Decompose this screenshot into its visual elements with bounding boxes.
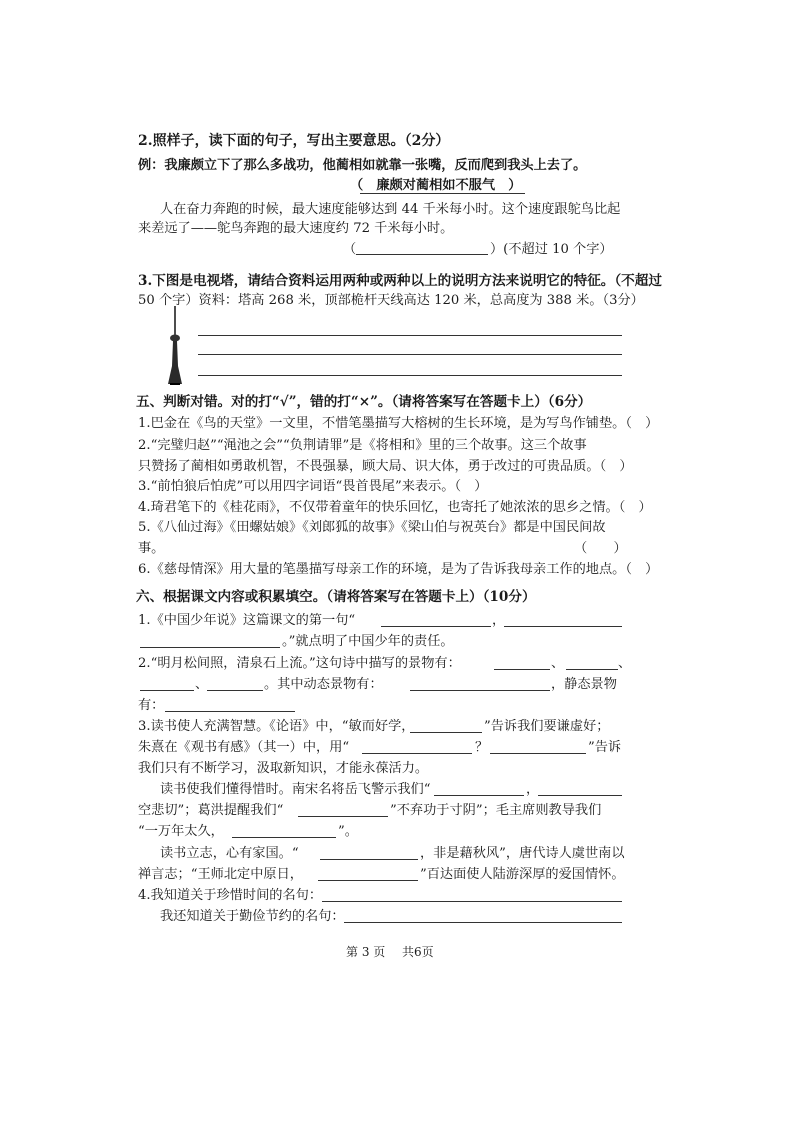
s6-q2-text-a: 2.“明月松间照，清泉石上流。”这句诗中描写的景物有： [138,656,461,671]
s6-q4-blank-1[interactable] [322,901,622,902]
s6-q3-sep: ， [526,782,540,797]
page-number: 第 3 页 [346,945,386,959]
s6-q2-blank-1[interactable] [494,669,550,670]
s6-q2-mid: 。其中动态景物有： [264,677,383,692]
s6-q2-end: ，静态景物 [551,677,617,692]
s6-q4-blank-2[interactable] [344,922,622,923]
s6-q3-text-f: 读书使我们懂得惜时。南宋名将岳飞警示我们“ [160,782,431,797]
s6-q3-text-g: 空悲切”；葛洪提醒我们“ [138,803,284,818]
s6-q3-text-i2: ，非是藉秋风”，唐代诗人虞世南以 [420,846,625,861]
s5-item-5: 5.《八仙过海》《田螺姑娘》《刘郎狐的故事》《梁山伯与祝英台》都是中国民间故 [138,520,606,535]
example-answer-underline [360,193,525,194]
s6-title: 六、根据课文内容或积累填空。（请将答案写在答题卡上）（10分） [136,589,536,605]
s6-q3-blank-6[interactable] [298,816,388,817]
s6-q4-text-b: 我还知道关于勤俭节约的名句： [160,909,345,924]
s6-q3-blank-9[interactable] [318,880,418,881]
s6-q3-text-h: “一万年太久， [138,824,224,839]
s6-q1-text-a: 1.《中国少年说》这篇课文的第一句“ [138,613,356,628]
s6-q2-sep-2: 、 [618,656,632,671]
s5-title: 五、判断对错。对的打“√”，错的打“×”。（请将答案写在答题卡上）（6分） [136,394,592,410]
s5-item-2-cont: 只赞扬了蔺相如勇敢机智，不畏强暴，顾大局、识大体，勇于改过的可贵品质。（ ） [138,459,633,474]
s6-q3-text-c: 朱熹在《观书有感》（其一）中，用“ [138,740,350,755]
q2-paragraph-line2: 来差远了——鸵鸟奔跑的最大速度约 72 千米每小时。 [138,221,454,236]
s5-item-5-paren: （ ） [574,541,627,556]
q2-limit-close: ）(不超过 10 个字） [490,242,613,257]
s6-q1-blank-3[interactable] [140,647,280,648]
s5-item-1: 1.巴金在《鸟的天堂》一文里，不惜笔墨描写大榕树的生长环境，是为写鸟作铺垫。（ ） [138,416,659,431]
s6-q3-text-a: 3.读书使人充满智慧。《论语》中，“敏而好学， [138,719,415,734]
q3-line2: 50 个字）资料：塔高 268 米，顶部桅杆天线高达 120 米，总高度为 388 米。（3分） [138,293,644,308]
s5-item-5-cont: 事。 [138,541,165,556]
page-total: 共6页 [402,945,434,959]
q3-answer-line-3[interactable] [198,375,622,376]
s6-q3-blank-4[interactable] [434,795,524,796]
q3-line1: 3.下图是电视塔，请结合资料运用两种或两种以上的说明方法来说明它的特征。（不超过 [138,273,662,289]
s6-q1-text-b: 。”就点明了中国少年的责任。 [282,634,454,649]
s6-q3-text-d: ”告诉 [588,740,622,755]
s6-q3-text-j: 禅言志；“王师北定中原日， [138,867,303,882]
q2-paragraph-line1: 人在奋力奔跑的时候，最大速度能够达到 44 千米每小时。这个速度跟鸵鸟比起 [160,202,621,217]
s6-q2-blank-6[interactable] [165,711,295,712]
s6-q3-text-e: 我们只有不断学习，汲取新知识，才能永葆活力。 [138,761,429,776]
q2-example: 例：我廉颇立下了那么多战功，他蔺相如就靠一张嘴，反而爬到我头上去了。 [138,158,587,173]
s5-item-6: 6.《慈母情深》用大量的笔墨描写母亲工作的环境，是为了告诉我母亲工作的地点。（ ） [138,562,659,577]
s5-item-2: 2.“完璧归赵”“渑池之会”“负荆请罪”是《将相和》里的三个故事。这三个故事 [138,438,587,453]
s6-q3-blank-5[interactable] [538,795,622,796]
s6-q3-text-b: ”告诉我们要谦虚好； [484,719,610,734]
s6-q2-blank-2[interactable] [566,669,618,670]
q2-answer-blank[interactable] [356,254,488,255]
s6-q3-blank-2[interactable] [362,753,472,754]
s6-q1-blank-2[interactable] [504,626,622,627]
s6-q3-blank-8[interactable] [320,859,418,860]
q2-limit-open: （ [343,242,357,257]
s6-q2-blank-3[interactable] [140,690,194,691]
q2-title: 2.照样子，读下面的句子，写出主要意思。（2分） [138,133,450,149]
q3-answer-line-2[interactable] [198,354,622,355]
q3-answer-line-1[interactable] [198,335,622,336]
s6-q3-question-mark: ？ [475,740,489,755]
s6-q1-blank-1[interactable] [381,626,491,627]
s6-q2-you: 有： [138,698,165,713]
s6-q2-blank-4[interactable] [207,690,263,691]
s6-q3-text-i: 读书立志，心有家国。“ [160,846,299,861]
tv-tower-icon [160,306,190,386]
s6-q3-text-g2: ”不弃功于寸阴”；毛主席则教导我们 [390,803,602,818]
s5-item-4: 4.琦君笔下的《桂花雨》，不仅带着童年的快乐回忆，也寄托了她浓浓的思乡之情。（ ） [138,500,652,515]
q2-example-answer: （ 廉颇对蔺相如不服气 ） [350,178,522,193]
s6-q3-blank-7[interactable] [232,837,336,838]
s6-q3-blank-1[interactable] [410,732,482,733]
s6-q2-blank-5[interactable] [410,690,550,691]
s6-q3-blank-3[interactable] [490,753,586,754]
s6-q1-sep: ， [492,613,506,628]
s6-q3-text-h2: ”。 [338,824,358,839]
s6-q2-sep-1: 、 [551,656,565,671]
s5-item-3: 3.“前怕狼后怕虎”可以用四字词语“畏首畏尾”来表示。（ ） [138,479,488,494]
s6-q3-text-j2: ”百达面使人陆游深厚的爱国情怀。 [420,867,625,882]
s6-q2-sep-3: 、 [195,677,209,692]
s6-q4-text-a: 4.我知道关于珍惜时间的名句： [138,888,323,903]
